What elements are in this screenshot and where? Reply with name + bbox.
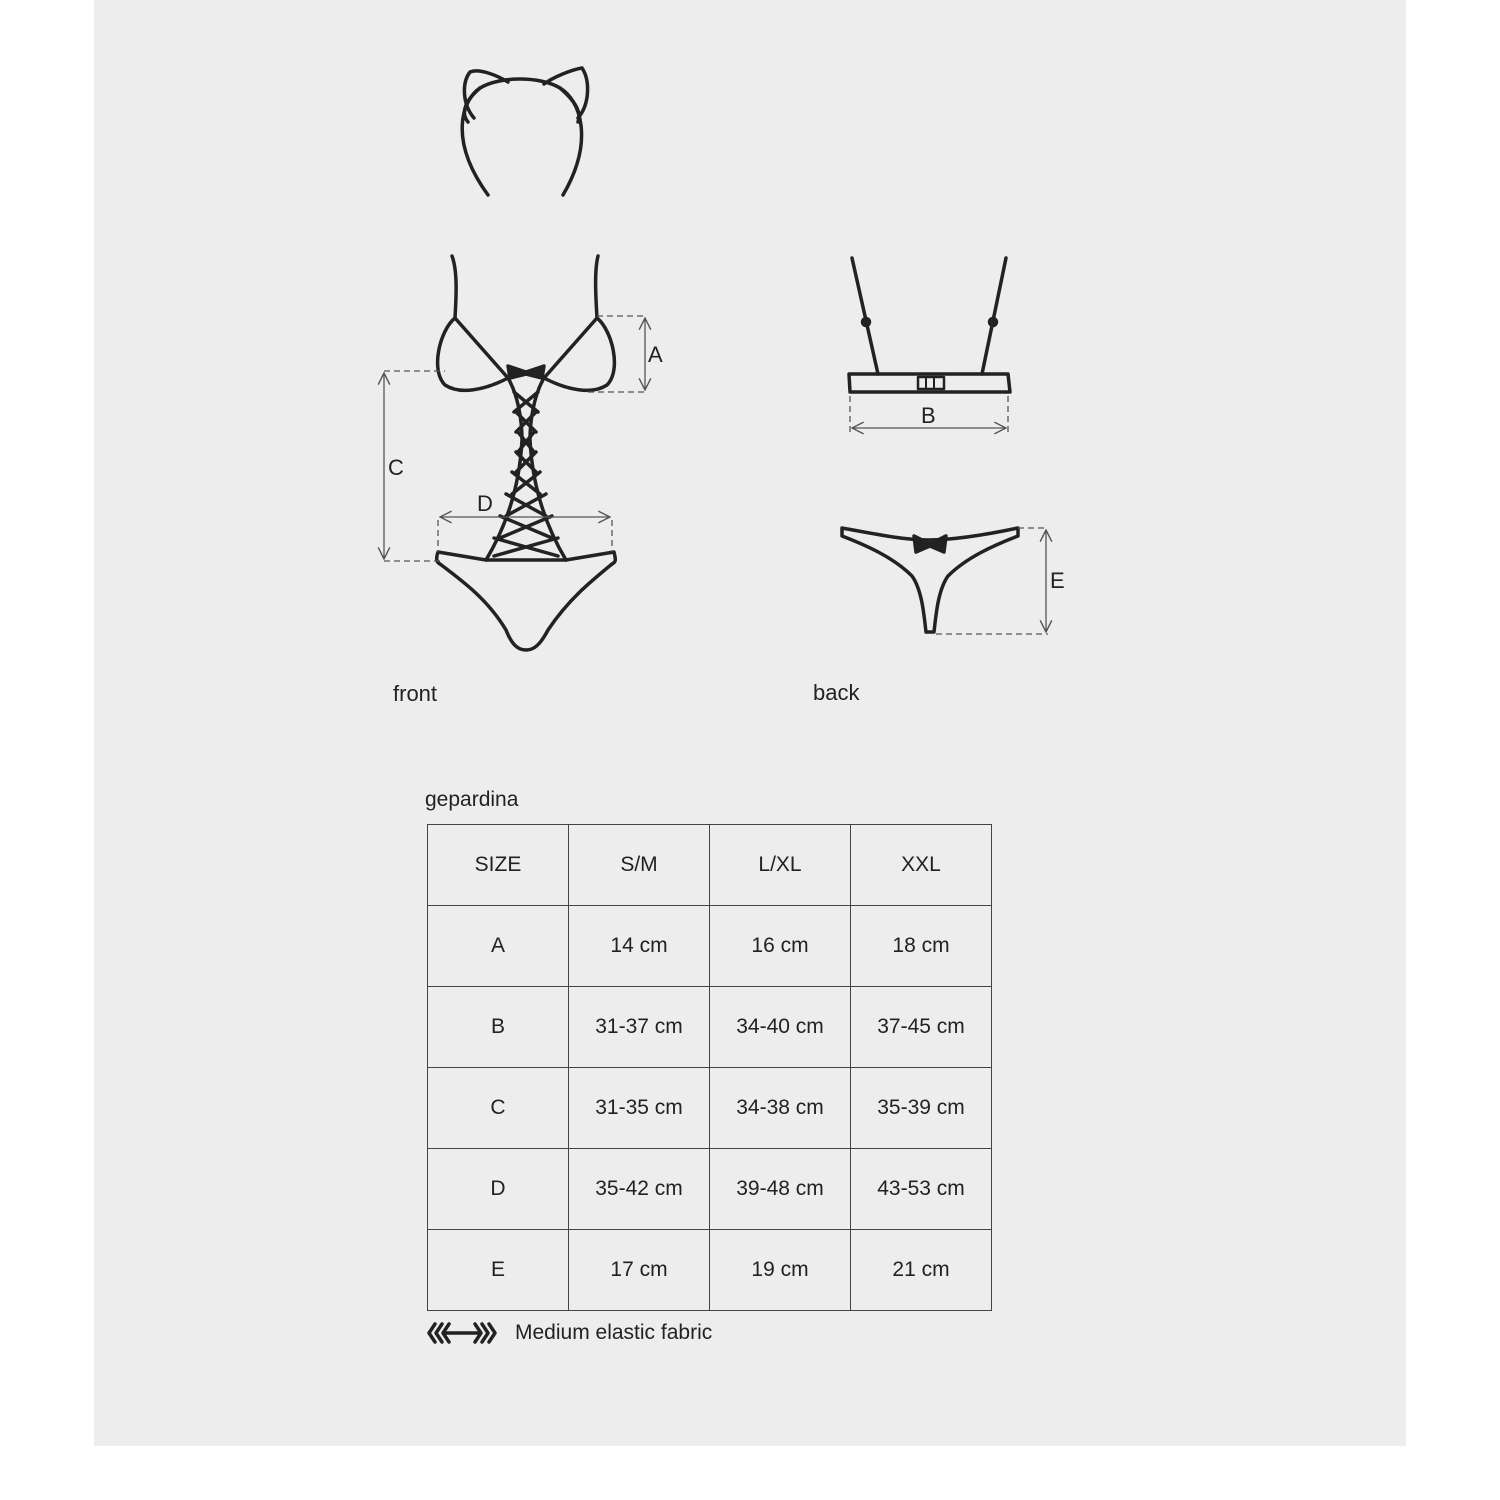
table-cell: 18 cm	[851, 906, 992, 987]
header-cell: S/M	[569, 825, 710, 906]
bra-back-icon	[849, 258, 1010, 392]
front-view-label: front	[393, 681, 438, 706]
table-cell: 34-40 cm	[710, 987, 851, 1068]
table-cell: 17 cm	[569, 1230, 710, 1311]
table-row	[428, 1149, 992, 1230]
table-cell: D	[428, 1149, 569, 1230]
front-dimensions	[384, 316, 645, 561]
product-name: gepardina	[425, 788, 519, 811]
dimension-label-c: C	[388, 455, 404, 480]
bodysuit-front-icon	[437, 256, 616, 650]
back-view-label: back	[813, 680, 860, 705]
table-header-row	[428, 825, 992, 906]
size-table	[427, 824, 992, 1311]
table-cell: 21 cm	[851, 1230, 992, 1311]
table-cell: E	[428, 1230, 569, 1311]
dimension-label-d: D	[477, 491, 493, 516]
table-cell: 35-42 cm	[569, 1149, 710, 1230]
table-row	[428, 906, 992, 987]
elastic-arrows-icon	[427, 1321, 497, 1345]
table-cell: 19 cm	[710, 1230, 851, 1311]
fabric-note	[427, 1318, 712, 1348]
table-cell: 31-37 cm	[569, 987, 710, 1068]
dimension-label-a: A	[648, 342, 663, 367]
table-cell: 34-38 cm	[710, 1068, 851, 1149]
thong-back-icon	[842, 528, 1018, 632]
dimension-label-b: B	[921, 403, 936, 428]
table-cell: 31-35 cm	[569, 1068, 710, 1149]
table-row	[428, 987, 992, 1068]
table-cell: A	[428, 906, 569, 987]
table-cell: B	[428, 987, 569, 1068]
table-cell: 14 cm	[569, 906, 710, 987]
header-cell: L/XL	[710, 825, 851, 906]
table-cell: C	[428, 1068, 569, 1149]
cat-ears-headband-icon	[462, 68, 587, 195]
table-row	[428, 1230, 992, 1311]
table-cell: 16 cm	[710, 906, 851, 987]
header-cell: XXL	[851, 825, 992, 906]
header-cell: SIZE	[428, 825, 569, 906]
table-cell: 37-45 cm	[851, 987, 992, 1068]
fabric-note-text: Medium elastic fabric	[515, 1321, 713, 1344]
table-cell: 35-39 cm	[851, 1068, 992, 1149]
table-row	[428, 1068, 992, 1149]
table-cell: 43-53 cm	[851, 1149, 992, 1230]
dimension-label-e: E	[1050, 568, 1065, 593]
table-cell: 39-48 cm	[710, 1149, 851, 1230]
thong-dimensions	[936, 528, 1048, 634]
